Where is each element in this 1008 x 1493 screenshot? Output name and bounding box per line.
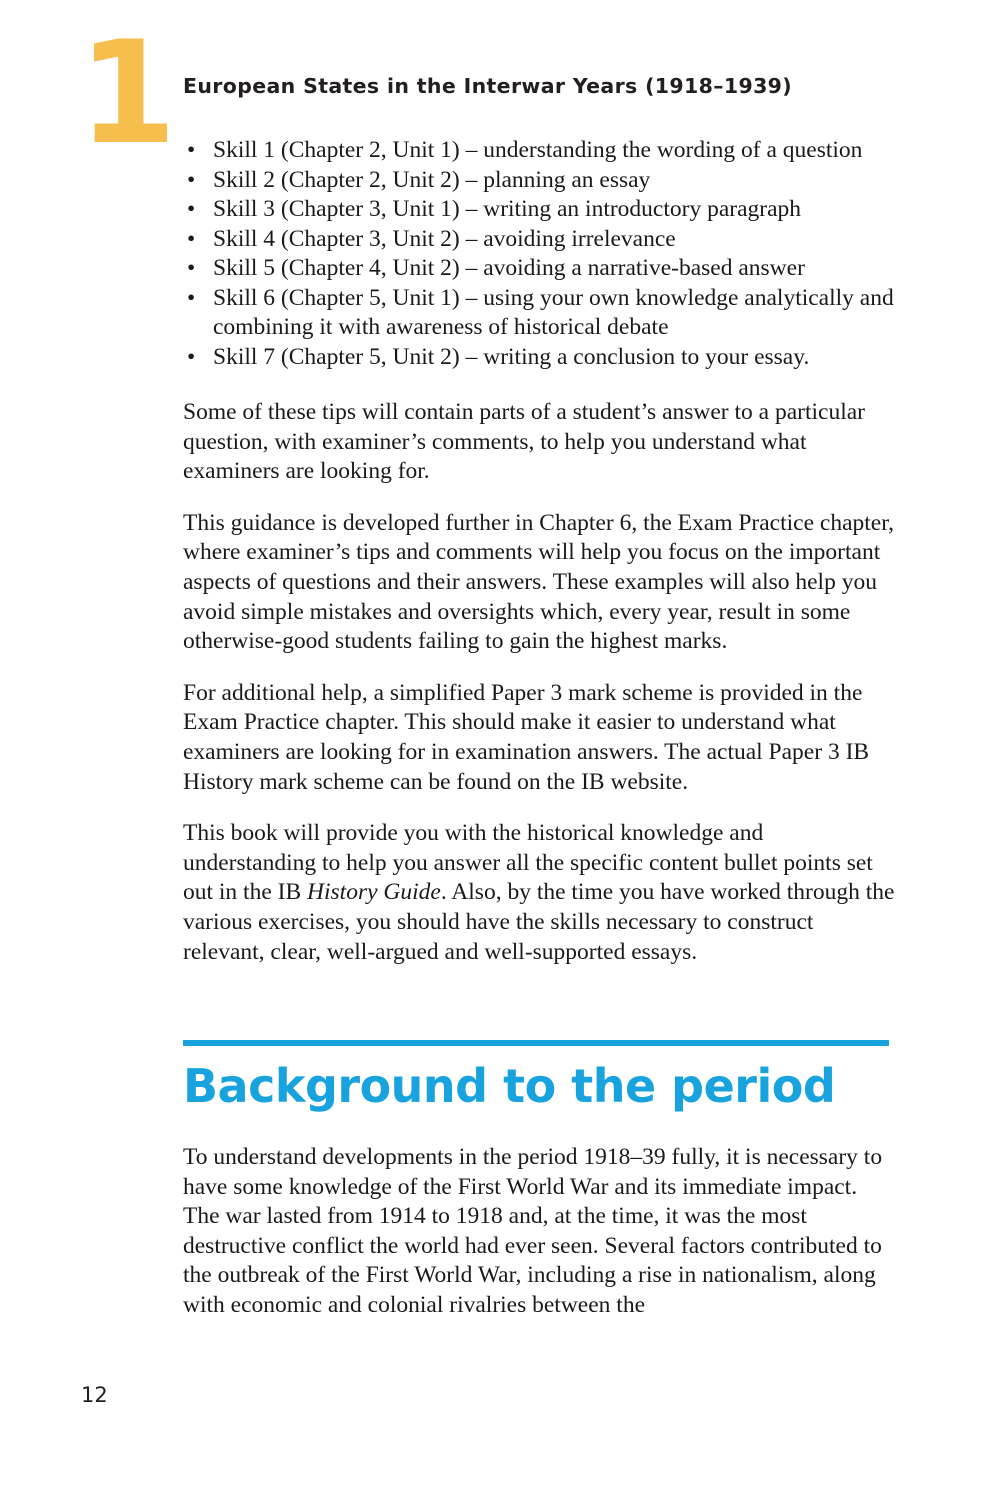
chapter-number-badge: 1 — [78, 11, 177, 176]
bullet-icon: • — [187, 343, 196, 370]
list-item — [183, 195, 899, 225]
bullet-icon: • — [187, 137, 196, 163]
paragraph-book-overview-part1: This book will provide you with the historical knowledge and understanding to help you answer all the specific content bullet points set out in the IB — [183, 820, 873, 906]
list-item — [183, 166, 899, 196]
history-guide-title: History Guide — [307, 879, 441, 906]
list-item — [183, 284, 899, 343]
bullet-icon: • — [187, 284, 196, 311]
section-heading: Background to the period — [183, 1059, 836, 1113]
list-item-label: Skill 5 (Chapter 4, Unit 2) – avoiding a narrative-based answer — [213, 255, 805, 281]
paragraph-book-overview — [183, 819, 899, 967]
bullet-icon: • — [187, 166, 196, 193]
section-background — [183, 1040, 889, 1112]
bullet-icon: • — [187, 255, 196, 281]
paragraph-guidance: This guidance is developed further in Chapter 6, the Exam Practice chapter, where examiner’s tips and comments will help you focus on the important aspects of questions and their answers. These examples will also help you avoid simple mistakes and oversights which, every year, result in some otherwise-good students failing to gain the highest marks. — [183, 509, 894, 655]
section-divider-rule — [183, 1040, 889, 1046]
bullet-icon: • — [187, 225, 196, 252]
paragraph-background-body: To understand developments in the period 1918–39 fully, it is necessary to have some knowledge of the First World War and its immediate impact. The war lasted from 1914 to 1918 and, at the time, it was the most destructive conflict the world had ever seen. Several factors contributed to the outbreak of the First World War, including a rise in nationalism, along with economic and colonial rivalries between the — [183, 1144, 883, 1318]
chapter-title: European States in the Interwar Years (1918–1939) — [183, 74, 793, 98]
list-item — [183, 136, 899, 166]
list-item-label: Skill 3 (Chapter 3, Unit 1) – writing an introductory paragraph — [213, 196, 802, 222]
paragraph-mark-scheme: For additional help, a simplified Paper 3 mark scheme is provided in the Exam Practice chapter. This should make it easier to understand what examiners are looking for in examination answers. The actual Paper 3 IB History mark scheme can be found on the IB website. — [183, 679, 870, 795]
skill-list — [183, 136, 899, 372]
paragraph-tips: Some of these tips will contain parts of a student’s answer to a particular question, with examiner’s comments, to help you understand what examiners are looking for. — [183, 399, 865, 485]
list-item-label: Skill 6 (Chapter 5, Unit 1) – using your own knowledge analytically and combining it with awareness of historical debate — [213, 284, 894, 340]
list-item-label: Skill 1 (Chapter 2, Unit 1) – understanding the wording of a question — [213, 137, 863, 163]
list-item-label: Skill 4 (Chapter 3, Unit 2) – avoiding irrelevance — [213, 225, 676, 252]
list-item-label: Skill 2 (Chapter 2, Unit 2) – planning an essay — [213, 166, 651, 193]
content-column — [183, 136, 899, 989]
paragraph-book-overview-part2: . Also, by the time you have worked through the various exercises, you should have the skills necessary to construct relevant, clear, well-argued and well-supported essays. — [183, 879, 895, 965]
list-item — [183, 343, 899, 373]
bullet-icon: • — [187, 196, 196, 222]
list-item — [183, 254, 899, 284]
list-item-label: Skill 7 (Chapter 5, Unit 2) – writing a conclusion to your essay. — [213, 343, 810, 370]
list-item — [183, 225, 899, 255]
page-number-folio: 12 — [81, 1383, 108, 1407]
